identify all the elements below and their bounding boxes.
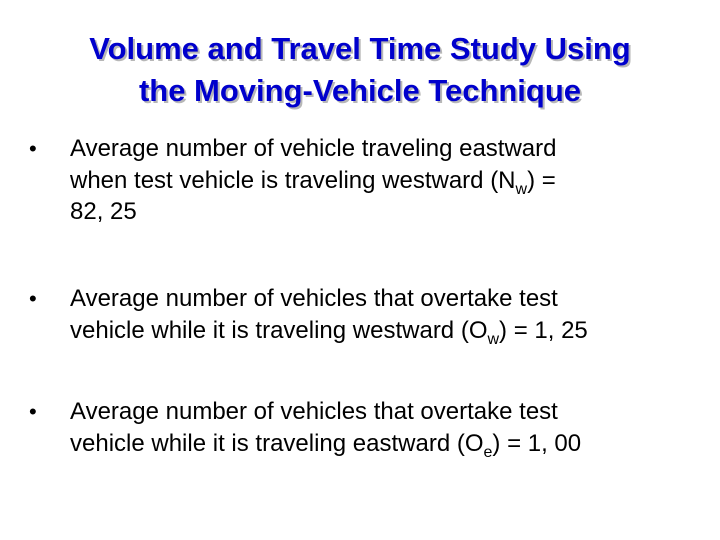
bullet-item [29,283,690,348]
bullet-text: ) = 1, 25 [499,316,588,344]
slide-title-line-2: the Moving-Vehicle Technique [138,73,582,108]
bullet-item [29,396,690,461]
bullet-text: vehicle while it is traveling westward (O [70,316,488,344]
bullet-text-line: 82, 25 [70,198,137,225]
bullet-text: ) = 1, 00 [492,429,582,457]
bullet-point-icon: • [29,286,37,311]
bullet-text-line: Average number of vehicles that overtake test [70,398,558,425]
bullet-text-line [70,165,690,197]
bullet-text-line [70,428,690,460]
slide-title [20,28,700,112]
subscript: w [515,180,528,198]
bullet-point-icon: • [29,399,37,424]
bullet-point-icon: • [29,136,37,161]
slide-title-line-1: Volume and Travel Time Study Using [89,31,631,66]
bullet-text: when test vehicle is traveling westward (N [70,166,516,194]
bullet-item [29,133,690,228]
subscript: w [487,330,500,348]
bullet-text: ) = [527,166,556,194]
bullet-text: vehicle while it is traveling eastward (O [70,429,484,457]
subscript: e [483,443,493,461]
bullet-text-line: Average number of vehicle traveling eastward [70,135,557,162]
bullet-text-line: Average number of vehicles that overtake test [70,285,558,312]
bullet-text-line [70,315,690,347]
